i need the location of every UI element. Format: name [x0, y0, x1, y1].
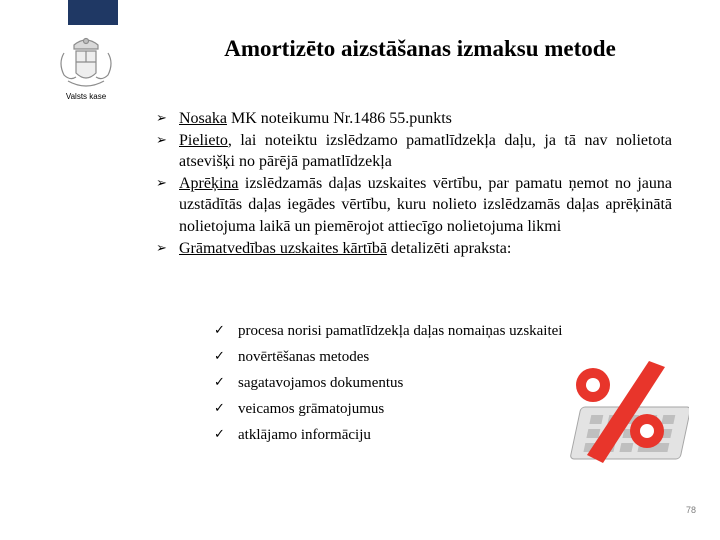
logo-caption: Valsts kase	[65, 92, 107, 101]
arrow-bullet-icon: ➢	[156, 240, 167, 256]
sub-bullet-text: sagatavojamos dokumentus	[238, 375, 404, 391]
list-item	[214, 396, 562, 422]
bullet-keyword: Aprēķina	[179, 174, 239, 192]
page-title: Amortizēto aizstāšanas izmaksu metode	[224, 36, 616, 61]
list-item	[155, 173, 672, 238]
sub-bullet-text: novērtēšanas metodes	[238, 349, 370, 365]
bullet-text: MK noteikumu Nr.1486 55.punkts	[226, 110, 452, 127]
sub-bullet-text: veicamos grāmatojumus	[238, 401, 385, 417]
top-accent-bar	[68, 0, 118, 25]
check-mark-icon: ✓	[214, 375, 225, 390]
percent-calculator-icon	[563, 355, 689, 475]
arrow-bullet-icon: ➢	[156, 132, 167, 148]
sub-bullet-list	[214, 318, 562, 448]
arrow-bullet-icon: ➢	[156, 175, 167, 191]
bullet-keyword: Nosaka	[179, 110, 227, 127]
list-item	[214, 370, 562, 396]
bullet-keyword: Pielieto	[179, 131, 228, 149]
check-mark-icon: ✓	[214, 401, 225, 416]
list-item	[155, 108, 672, 130]
bullet-text: detalizēti apraksta:	[386, 239, 512, 257]
list-item	[155, 238, 672, 260]
check-mark-icon: ✓	[214, 427, 225, 442]
main-bullet-list	[155, 108, 672, 259]
check-mark-icon: ✓	[214, 323, 225, 338]
sub-bullet-text: atklājamo informāciju	[238, 427, 371, 443]
list-item	[155, 130, 672, 173]
list-item	[214, 422, 562, 448]
page-number: 78	[685, 505, 696, 515]
sub-bullet-text: procesa norisi pamatlīdzekļa daļas nomaiņas uzskaitei	[238, 323, 563, 339]
arrow-bullet-icon: ➢	[156, 111, 167, 126]
bullet-text: izslēdzamās daļas uzskaites vērtību, par pamatu ņemot no jauna uzstādītās daļas iegādes vērtību, kuru nolieto izslēdzamās daļas aprēķinātā nolietojuma laikā un piemērojot attiecīgo nolietojuma likmi	[179, 174, 672, 235]
list-item	[214, 344, 562, 370]
list-item	[214, 318, 562, 344]
bullet-text: , lai noteiktu izslēdzamo pamatlīdzekļa daļu, ja tā nav nolietota atsevišķi no pārējā pamatlīdzekļa	[179, 131, 672, 171]
check-mark-icon: ✓	[214, 349, 225, 364]
bullet-keyword: Grāmatvedības uzskaites kārtībā	[179, 239, 387, 257]
